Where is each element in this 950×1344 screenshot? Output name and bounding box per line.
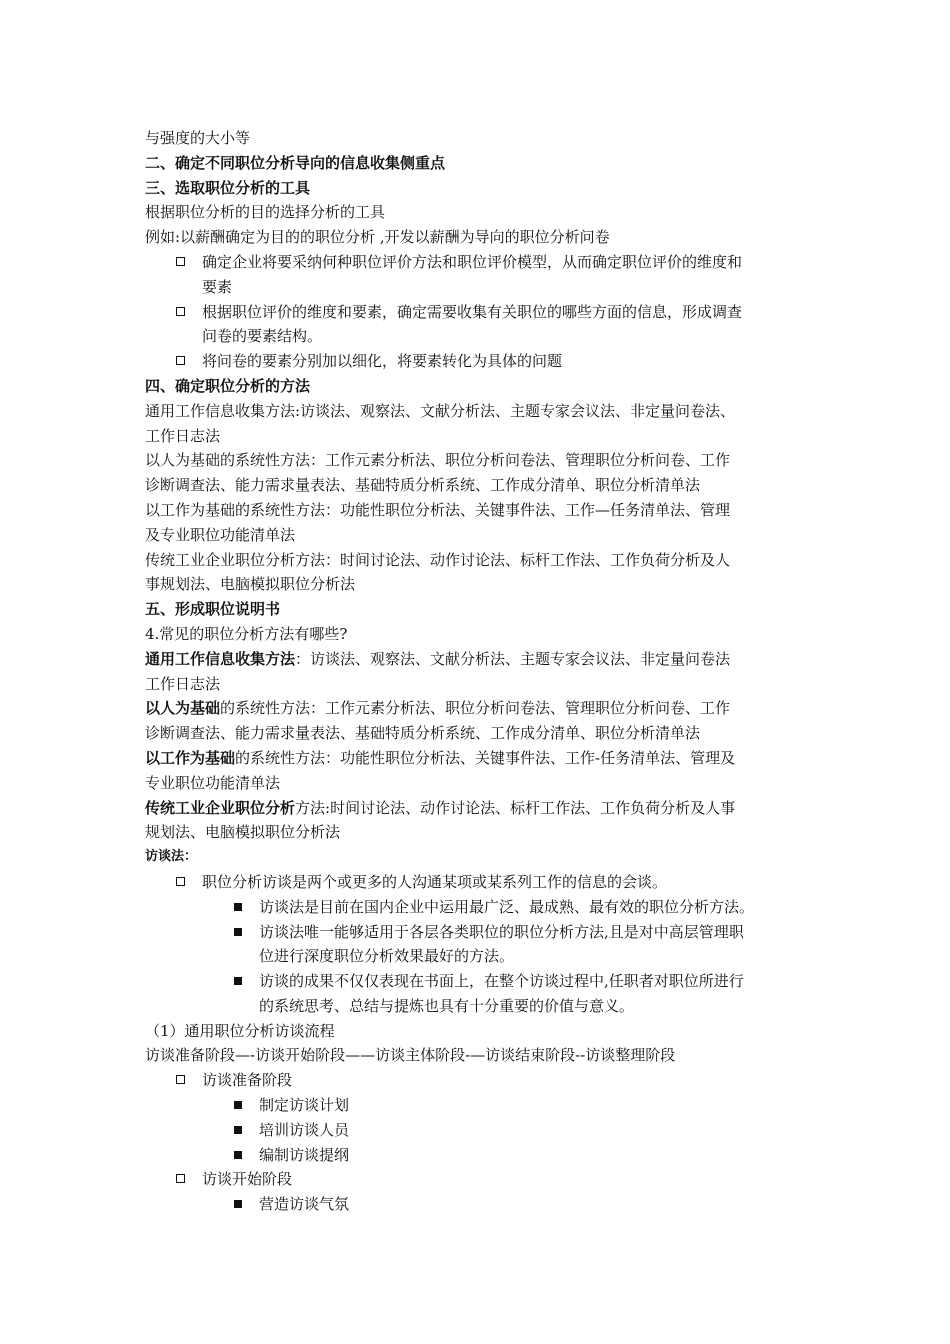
section-heading: 三、选取职位分析的工具 [145,178,311,197]
text-line: 访谈开始阶段 [202,1170,293,1189]
text-line: 访谈的成果不仅仅表现在书面上，在整个访谈过程中,任职者对职位所进行 [259,972,744,991]
text-line: 传统工业企业职位分析方法：时间讨论法、动作讨论法、标杆工作法、工作负荷分析及人 [145,550,731,569]
text-line: 的系统思考、总结与提炼也具有十分重要的价值与意义。 [259,996,635,1015]
hollow-square-bullet-icon [176,877,185,886]
list-item [145,1068,810,1093]
text-line: 访谈法唯一能够适用于各层各类职位的职位分析方法,且是对中高层管理职 [259,922,744,941]
text-line: （1）通用职位分析访谈流程 [145,1021,335,1040]
text-line: 编制访谈提纲 [259,1145,350,1164]
text-line [145,796,810,821]
text-line: 与强度的大小等 [145,129,251,147]
text-span: 方法:时间讨论法、动作讨论法、标杆工作法、工作负荷分析及人事 [295,798,736,817]
sub-list-item [145,1192,810,1217]
filled-square-bullet-icon [234,1126,242,1134]
question-line: 4.常见的职位分析方法有哪些? [145,624,348,643]
hollow-square-bullet-icon [176,1174,185,1183]
text-line: 制定访谈计划 [259,1096,350,1115]
text-line: 问卷的要素结构。 [202,327,323,346]
text-span: 的系统性方法：工作元素分析法、职位分析问卷法、管理职位分析问卷、工作 [220,699,731,718]
bold-term: 以工作为基础 [145,748,236,767]
list-item [145,870,810,895]
text-line: 根据职位评价的维度和要素，确定需要收集有关职位的哪些方面的信息，形成调查 [202,302,743,321]
bold-term: 以人为基础 [145,699,221,718]
list-item [145,300,810,350]
text-line: 培训访谈人员 [259,1120,350,1139]
text-line: 工作日志法 [145,426,221,445]
hollow-square-bullet-icon [176,307,185,316]
text-line: 专业职位功能清单法 [145,773,281,792]
section-heading: 五、形成职位说明书 [145,600,281,619]
bold-term: 通用工作信息收集方法 [145,649,296,668]
text-line: 位进行深度职位分析效果最好的方法。 [259,947,515,966]
text-span: 的系统性方法：功能性职位分析法、关键事件法、工作-任务清单法、管理及 [235,748,736,767]
filled-square-bullet-icon [234,1200,242,1208]
text-line: 以工作为基础的系统性方法：功能性职位分析法、关键事件法、工作—任务清单法、管理 [145,500,731,519]
list-item [145,1167,810,1192]
text-line: 根据职位分析的目的选择分析的工具 [145,203,386,222]
text-line: 事规划法、电脑模拟职位分析法 [145,575,356,594]
text-line: 规划法、电脑模拟职位分析法 [145,823,341,842]
sub-list-item [145,1118,810,1143]
text-line: 确定企业将要采纳何种职位评价方法和职位评价模型，从而确定职位评价的维度和 [202,252,743,271]
text-line: 访谈准备阶段 [202,1071,293,1090]
hollow-square-bullet-icon [176,356,185,365]
text-line: 营造访谈气氛 [259,1195,350,1214]
text-line: 及专业职位功能清单法 [145,525,296,544]
text-line: 将问卷的要素分别加以细化，将要素转化为具体的问题 [202,352,563,371]
text-line: 工作日志法 [145,674,221,693]
filled-square-bullet-icon [234,1151,242,1159]
section-heading: 四、确定职位分析的方法 [145,376,311,395]
text-line: 访谈法是目前在国内企业中运用最广泛、最成熟、最有效的职位分析方法。 [259,897,755,916]
text-line [145,696,810,721]
text-span: ：访谈法、观察法、文献分析法、主题专家会议法、非定量问卷法 [295,649,731,668]
hollow-square-bullet-icon [176,257,185,266]
text-line: 以人为基础的系统性方法：工作元素分析法、职位分析问卷法、管理职位分析问卷、工作 [145,451,731,470]
filled-square-bullet-icon [234,928,242,936]
sub-list-item [145,895,810,920]
text-line: 诊断调查法、能力需求量表法、基础特质分析系统、工作成分清单、职位分析清单法 [145,724,701,743]
sub-list-item [145,920,810,970]
bold-term: 传统工业企业职位分析 [145,798,296,817]
sub-list-item [145,1093,810,1118]
text-line: 通用工作信息收集方法:访谈法、观察法、文献分析法、主题专家会议法、非定量问卷法、 [145,401,736,420]
text-line [145,647,810,672]
text-line: 访谈准备阶段—-访谈开始阶段——访谈主体阶段-—访谈结束阶段--访谈整理阶段 [145,1046,676,1065]
section-heading: 二、确定不同职位分析导向的信息收集侧重点 [145,153,446,172]
hollow-square-bullet-icon [176,1075,185,1084]
filled-square-bullet-icon [234,977,242,985]
subsection-heading: 访谈法： [145,849,198,865]
text-line: 例如:以薪酬确定为目的的职位分析 ,开发以薪酬为导向的职位分析问卷 [145,228,610,247]
sub-list-item [145,969,810,1019]
filled-square-bullet-icon [234,1101,242,1109]
text-line: 要素 [202,277,233,296]
filled-square-bullet-icon [234,903,242,911]
text-line: 诊断调查法、能力需求量表法、基础特质分析系统、工作成分清单、职位分析清单法 [145,476,701,495]
list-item [145,250,810,300]
list-item [145,349,810,374]
document-page [145,126,810,1217]
text-line [145,746,810,771]
sub-list-item [145,1143,810,1168]
text-line: 职位分析访谈是两个或更多的人沟通某项或某系列工作的信息的会谈。 [202,872,668,891]
